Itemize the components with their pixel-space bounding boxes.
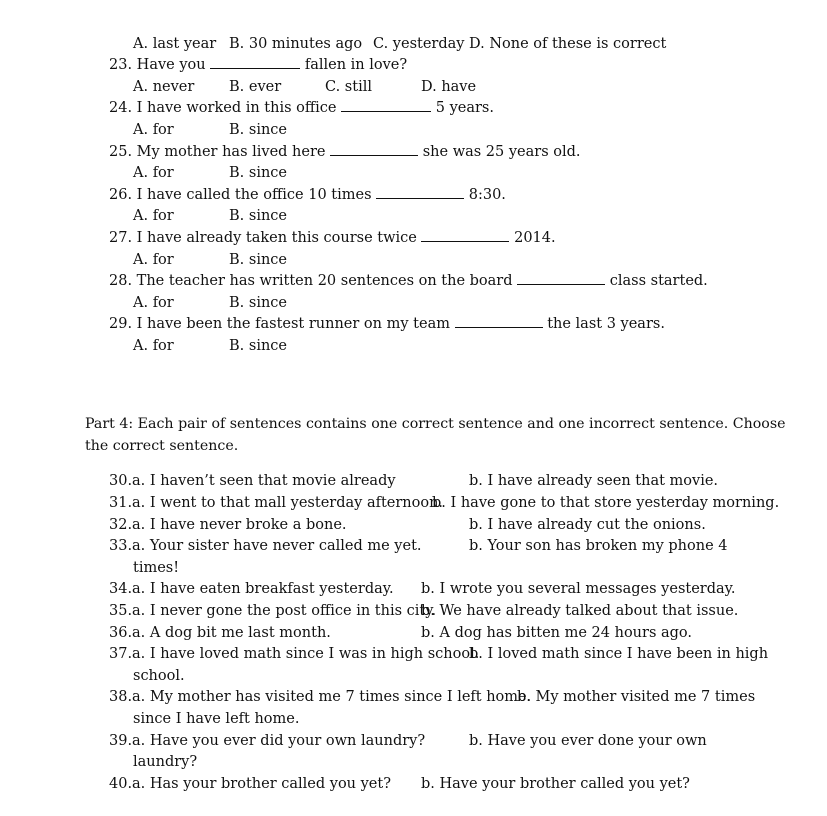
q27-option-a: A. for bbox=[133, 252, 174, 268]
q24-option-a: A. for bbox=[133, 122, 174, 138]
q39-sentence-b: b. Have you ever done your own bbox=[469, 733, 707, 749]
q25-option-b: B. since bbox=[229, 165, 287, 181]
question-text-before: My mother has lived here bbox=[136, 144, 326, 160]
question-text-after: 2014. bbox=[514, 230, 556, 246]
q37-sentence-b-continued: school. bbox=[133, 668, 185, 684]
question-28 bbox=[109, 271, 708, 291]
question-number: 25. bbox=[109, 144, 133, 160]
q36-sentence-b: b. A dog has bitten me 24 hours ago. bbox=[421, 625, 693, 641]
question-number: 28. bbox=[109, 273, 133, 289]
question-text-after: the last 3 years. bbox=[547, 316, 665, 332]
q33-number: 33. bbox=[109, 538, 133, 554]
q36-sentence-a: a. A dog bit me last month. bbox=[132, 625, 331, 641]
q38-number: 38. bbox=[109, 689, 133, 705]
q29-option-a: A. for bbox=[133, 338, 174, 354]
question-text-after: fallen in love? bbox=[304, 57, 408, 73]
question-text-after: 5 years. bbox=[435, 100, 494, 116]
q22-option-c: C. yesterday bbox=[373, 36, 465, 52]
q35-sentence-a: a. I never gone the post office in this city. bbox=[132, 603, 437, 619]
q30-sentence-b: b. I have already seen that movie. bbox=[469, 473, 719, 489]
question-29 bbox=[109, 314, 665, 334]
q40-sentence-b: b. Have your brother called you yet? bbox=[421, 776, 690, 792]
question-number: 24. bbox=[109, 100, 133, 116]
q26-option-b: B. since bbox=[229, 208, 287, 224]
q38-sentence-a: a. My mother has visited me 7 times since I left home. bbox=[132, 689, 532, 705]
q33-sentence-a: a. Your sister have never called me yet. bbox=[132, 538, 422, 554]
q24-option-b: B. since bbox=[229, 122, 287, 138]
q34-sentence-b: b. I wrote you several messages yesterday. bbox=[421, 581, 736, 597]
question-number: 23. bbox=[109, 57, 133, 73]
q39-sentence-a: a. Have you ever did your own laundry? bbox=[132, 733, 426, 749]
q26-option-a: A. for bbox=[133, 208, 174, 224]
q38-sentence-b-continued: since I have left home. bbox=[133, 711, 300, 727]
q25-option-a: A. for bbox=[133, 165, 174, 181]
q36-number: 36. bbox=[109, 625, 133, 641]
question-23 bbox=[109, 55, 407, 75]
q39-number: 39. bbox=[109, 733, 133, 749]
q28-option-b: B. since bbox=[229, 295, 287, 311]
question-text-before: The teacher has written 20 sentences on the board bbox=[136, 273, 513, 289]
q22-option-a: A. last year bbox=[133, 36, 217, 52]
q30-number: 30. bbox=[109, 473, 133, 489]
part4-heading-continued: the correct sentence. bbox=[85, 438, 239, 454]
q22-option-d: D. None of these is correct bbox=[469, 36, 667, 52]
q29-option-b: B. since bbox=[229, 338, 287, 354]
question-26 bbox=[109, 185, 506, 205]
question-text-after: 8:30. bbox=[468, 187, 506, 203]
question-number: 26. bbox=[109, 187, 133, 203]
question-25 bbox=[109, 142, 581, 162]
answer-blank bbox=[421, 228, 509, 242]
q40-sentence-a: a. Has your brother called you yet? bbox=[132, 776, 391, 792]
question-text-before: I have already taken this course twice bbox=[136, 230, 417, 246]
q23-option-a: A. never bbox=[133, 79, 195, 95]
q35-sentence-b: b. We have already talked about that issue. bbox=[421, 603, 739, 619]
q32-sentence-a: a. I have never broke a bone. bbox=[132, 517, 347, 533]
q30-sentence-a: a. I haven’t seen that movie already bbox=[132, 473, 396, 489]
q37-number: 37. bbox=[109, 646, 133, 662]
q31-sentence-a: a. I went to that mall yesterday afternoon. bbox=[132, 495, 444, 511]
q35-number: 35. bbox=[109, 603, 133, 619]
question-text-before: I have worked in this office bbox=[136, 100, 337, 116]
question-text-before: I have called the office 10 times bbox=[136, 187, 372, 203]
q31-number: 31. bbox=[109, 495, 133, 511]
q23-option-b: B. ever bbox=[229, 79, 282, 95]
q39-sentence-a-continued: laundry? bbox=[133, 754, 198, 770]
q34-sentence-a: a. I have eaten breakfast yesterday. bbox=[132, 581, 394, 597]
answer-blank bbox=[330, 142, 418, 156]
question-text-after: she was 25 years old. bbox=[422, 144, 581, 160]
answer-blank bbox=[341, 98, 431, 112]
q27-option-b: B. since bbox=[229, 252, 287, 268]
q23-option-c: C. still bbox=[325, 79, 372, 95]
q37-sentence-b: b. I loved math since I have been in high bbox=[469, 646, 769, 662]
answer-blank bbox=[376, 185, 464, 199]
q28-option-a: A. for bbox=[133, 295, 174, 311]
q34-number: 34. bbox=[109, 581, 133, 597]
q22-option-b: B. 30 minutes ago bbox=[229, 36, 363, 52]
question-text-before: Have you bbox=[136, 57, 206, 73]
question-number: 29. bbox=[109, 316, 133, 332]
q33-sentence-b-continued: times! bbox=[133, 560, 180, 576]
q33-sentence-b: b. Your son has broken my phone 4 bbox=[469, 538, 728, 554]
q23-option-d: D. have bbox=[421, 79, 477, 95]
answer-blank bbox=[455, 314, 543, 328]
q31-sentence-b: b. I have gone to that store yesterday morning. bbox=[432, 495, 780, 511]
part4-heading: Part 4: Each pair of sentences contains one correct sentence and one incorrect sentence. Choose bbox=[85, 416, 786, 432]
answer-blank bbox=[210, 55, 300, 69]
question-27 bbox=[109, 228, 556, 248]
q40-number: 40. bbox=[109, 776, 133, 792]
q38-sentence-b: b. My mother visited me 7 times bbox=[517, 689, 756, 705]
question-text-after: class started. bbox=[609, 273, 708, 289]
question-text-before: I have been the fastest runner on my team bbox=[136, 316, 450, 332]
q37-sentence-a: a. I have loved math since I was in high school. bbox=[132, 646, 480, 662]
answer-blank bbox=[517, 271, 605, 285]
question-number: 27. bbox=[109, 230, 133, 246]
q32-number: 32. bbox=[109, 517, 133, 533]
q32-sentence-b: b. I have already cut the onions. bbox=[469, 517, 706, 533]
question-24 bbox=[109, 98, 494, 118]
